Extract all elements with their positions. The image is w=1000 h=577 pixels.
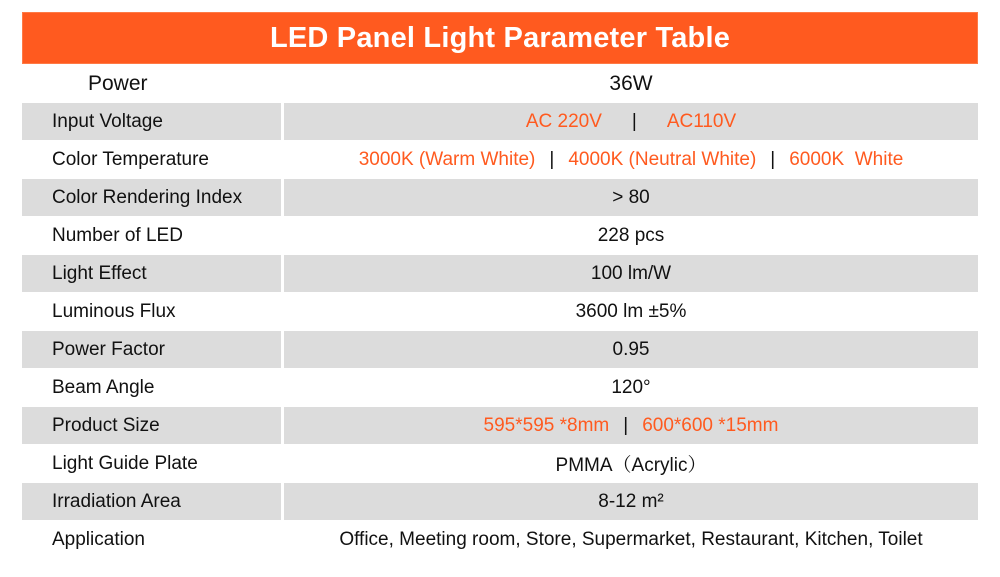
table-row-light-effect: [22, 255, 978, 293]
row-label: Color Temperature: [22, 141, 284, 178]
row-value: > 80: [284, 179, 978, 216]
separator: |: [623, 414, 629, 436]
row-label: Input Voltage: [22, 103, 284, 140]
row-value: 228 pcs: [284, 217, 978, 254]
table-row-light-guide-plate: [22, 445, 978, 483]
size-option: 595*595 *8mm: [483, 414, 610, 436]
color-temp-option: 6000K White: [789, 148, 904, 170]
size-option: 600*600 *15mm: [642, 414, 779, 436]
parameter-table: [22, 64, 978, 559]
row-value: 0.95: [284, 331, 978, 368]
row-value: 120°: [284, 369, 978, 406]
table-row-beam-angle: [22, 369, 978, 407]
parameter-table-frame: [22, 12, 978, 559]
row-value: PMMA（Acrylic）: [284, 445, 978, 482]
row-value: Office, Meeting room, Store, Supermarket, Restaurant, Kitchen, Toilet: [284, 521, 978, 558]
row-value: 8-12 m²: [284, 483, 978, 520]
voltage-option: AC110V: [666, 110, 737, 132]
row-label: Color Rendering Index: [22, 179, 284, 216]
table-row-product-size: [22, 407, 978, 445]
table-row-luminous-flux: [22, 293, 978, 331]
separator: |: [631, 110, 637, 132]
table-row-power-factor: [22, 331, 978, 369]
separator: |: [770, 148, 776, 170]
row-label: Irradiation Area: [22, 483, 284, 520]
row-value: 36W: [284, 66, 978, 102]
row-value: [284, 103, 978, 140]
row-label: Beam Angle: [22, 369, 284, 406]
color-temp-option: 3000K (Warm White): [358, 148, 536, 170]
table-row-led-count: [22, 217, 978, 255]
row-value: [284, 141, 978, 178]
table-row-cri: [22, 179, 978, 217]
row-label: Power: [22, 66, 284, 102]
row-value: 100 lm/W: [284, 255, 978, 292]
row-value: 3600 lm ±5%: [284, 293, 978, 330]
row-label: Product Size: [22, 407, 284, 444]
row-label: Number of LED: [22, 217, 284, 254]
row-label: Power Factor: [22, 331, 284, 368]
row-label: Light Guide Plate: [22, 445, 284, 482]
table-row-color-temperature: [22, 141, 978, 179]
table-row-power: [22, 66, 978, 103]
table-row-input-voltage: [22, 103, 978, 141]
row-label: Luminous Flux: [22, 293, 284, 330]
table-title: LED Panel Light Parameter Table: [22, 12, 978, 64]
color-temp-option: 4000K (Neutral White): [568, 148, 757, 170]
row-label: Light Effect: [22, 255, 284, 292]
table-row-application: [22, 521, 978, 559]
separator: |: [549, 148, 555, 170]
row-label: Application: [22, 521, 284, 558]
table-row-irradiation-area: [22, 483, 978, 521]
row-value: [284, 407, 978, 444]
voltage-option: AC 220V: [525, 110, 602, 132]
